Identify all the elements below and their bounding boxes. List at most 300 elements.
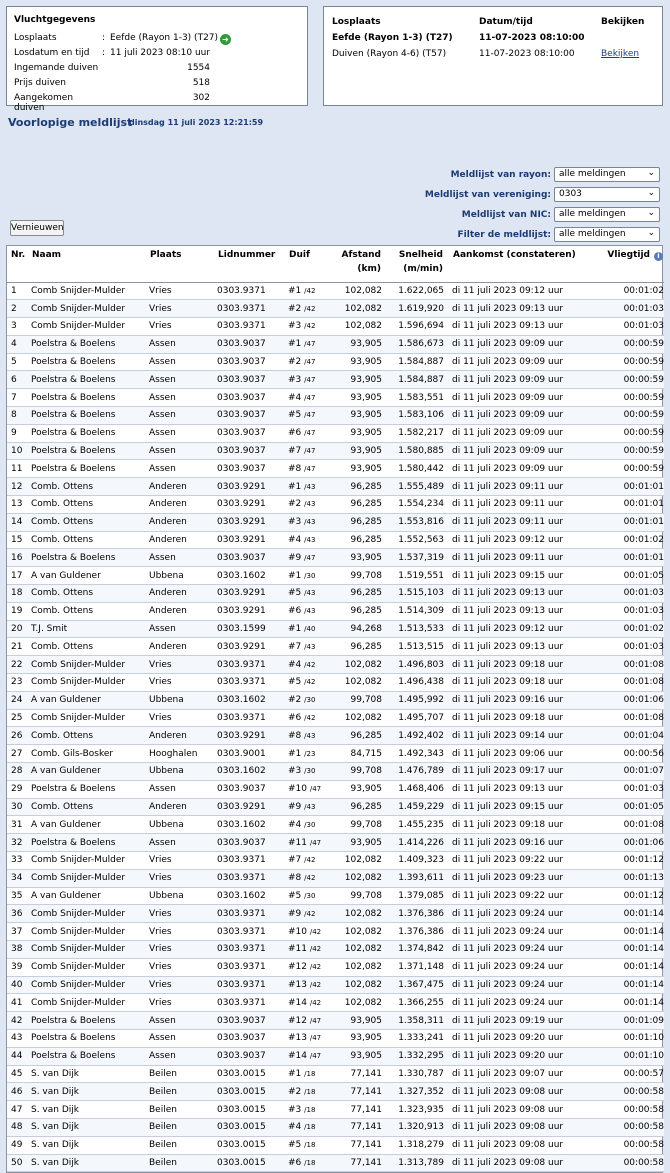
cell-aankomst: di 11 juli 2023 09:08 uur	[452, 1136, 598, 1154]
cell-nr: 14	[7, 513, 31, 531]
cell-lidnummer: 0303.9371	[217, 905, 288, 923]
cell-duif: #12 /47	[288, 1012, 326, 1030]
cell-nr: 17	[7, 567, 31, 585]
cell-afstand: 93,905	[326, 389, 382, 407]
cell-naam: Comb Snijder-Mulder	[31, 852, 149, 870]
cell-vliegtijd: 00:01:14	[598, 905, 664, 923]
chevron-down-icon: ⌄	[647, 208, 655, 218]
cell-aankomst: di 11 juli 2023 09:22 uur	[452, 852, 598, 870]
table-row	[7, 1065, 664, 1083]
info-label: Losplaats	[14, 33, 57, 43]
cell-nr: 32	[7, 834, 31, 852]
cell-spacer	[444, 745, 452, 763]
cell-duif: #10 /47	[288, 780, 326, 798]
cell-vliegtijd: 00:01:03	[598, 780, 664, 798]
cell-spacer	[444, 905, 452, 923]
table-row	[7, 549, 664, 567]
cell-aankomst: di 11 juli 2023 09:24 uur	[452, 958, 598, 976]
cell-naam: Poelstra & Boelens	[31, 1029, 149, 1047]
cell-nr: 28	[7, 763, 31, 781]
cell-plaats: Ubbena	[149, 887, 217, 905]
cell-afstand: 99,708	[326, 691, 382, 709]
cell-nr: 18	[7, 585, 31, 603]
cell-plaats: Beilen	[149, 1154, 217, 1172]
cell-aankomst: di 11 juli 2023 09:20 uur	[452, 1029, 598, 1047]
cell-snelheid: 1.476,789	[382, 763, 444, 781]
cell-lidnummer: 0303.9037	[217, 335, 288, 353]
cell-plaats: Anderen	[149, 478, 217, 496]
cell-spacer	[444, 798, 452, 816]
table-row	[7, 513, 664, 531]
cell-spacer	[444, 335, 452, 353]
cell-nr: 9	[7, 424, 31, 442]
cell-plaats: Anderen	[149, 638, 217, 656]
cell-aankomst: di 11 juli 2023 09:09 uur	[452, 371, 598, 389]
cell-aankomst: di 11 juli 2023 09:19 uur	[452, 1012, 598, 1030]
cell-duif: #5 /43	[288, 585, 326, 603]
cell-naam: S. van Dijk	[31, 1154, 149, 1172]
cell-spacer	[444, 1083, 452, 1101]
cell-spacer	[444, 674, 452, 692]
cell-lidnummer: 0303.9291	[217, 638, 288, 656]
cell-vliegtijd: 00:01:02	[598, 282, 664, 300]
cell-afstand: 96,285	[326, 531, 382, 549]
cell-spacer	[444, 780, 452, 798]
cell-duif: #3 /42	[288, 318, 326, 336]
cell-spacer	[444, 763, 452, 781]
cell-nr: 6	[7, 371, 31, 389]
cell-vliegtijd: 00:00:58	[598, 1136, 664, 1154]
cell-snelheid: 1.468,406	[382, 780, 444, 798]
cell-vliegtijd: 00:00:59	[598, 407, 664, 425]
cell-aankomst: di 11 juli 2023 09:11 uur	[452, 513, 598, 531]
cell-naam: Comb Snijder-Mulder	[31, 869, 149, 887]
cell-naam: Poelstra & Boelens	[31, 834, 149, 852]
cell-lidnummer: 0303.0015	[217, 1136, 288, 1154]
view-release-link[interactable]: Bekijken	[601, 49, 640, 59]
cell-spacer	[444, 389, 452, 407]
cell-afstand: 96,285	[326, 496, 382, 514]
cell-aankomst: di 11 juli 2023 09:16 uur	[452, 691, 598, 709]
cell-naam: Poelstra & Boelens	[31, 389, 149, 407]
cell-duif: #1 /42	[288, 282, 326, 300]
table-row	[7, 674, 664, 692]
col-header-aankomst: Aankomst (constateren)	[452, 246, 598, 282]
cell-vliegtijd: 00:01:14	[598, 976, 664, 994]
cell-aankomst: di 11 juli 2023 09:14 uur	[452, 727, 598, 745]
release-datetime: 11-07-2023 08:10:00	[479, 49, 575, 59]
filter-select-rayon[interactable]	[554, 167, 660, 182]
cell-naam: Comb. Ottens	[31, 478, 149, 496]
cell-vliegtijd: 00:01:08	[598, 656, 664, 674]
cell-lidnummer: 0303.9371	[217, 976, 288, 994]
cell-vliegtijd: 00:00:59	[598, 371, 664, 389]
flight-info-panel: Vluchtgegevens Losplaats : Eefde (Rayon 1-3) (T27) ➜ Losdatum en tijd : 11 juli 2023 08:10 uur Ingemande duiven 1554 Prijs duiven 518 Aangekomen duiven 302	[6, 6, 308, 106]
cell-aankomst: di 11 juli 2023 09:09 uur	[452, 424, 598, 442]
page-date: dinsdag 11 juli 2023 12:21:59	[129, 118, 264, 127]
cell-snelheid: 1.515,103	[382, 585, 444, 603]
cell-spacer	[444, 976, 452, 994]
table-row	[7, 496, 664, 514]
cell-afstand: 84,715	[326, 745, 382, 763]
cell-naam: S. van Dijk	[31, 1136, 149, 1154]
cell-lidnummer: 0303.9371	[217, 656, 288, 674]
cell-nr: 45	[7, 1065, 31, 1083]
cell-snelheid: 1.622,065	[382, 282, 444, 300]
cell-plaats: Anderen	[149, 585, 217, 603]
table-row	[7, 1012, 664, 1030]
cell-vliegtijd: 00:01:01	[598, 513, 664, 531]
cell-snelheid: 1.583,551	[382, 389, 444, 407]
cell-afstand: 93,905	[326, 424, 382, 442]
cell-spacer	[444, 887, 452, 905]
cell-vliegtijd: 00:00:56	[598, 745, 664, 763]
cell-snelheid: 1.313,789	[382, 1154, 444, 1172]
release-header-datetime: Datum/tijd	[479, 17, 533, 27]
table-row	[7, 1083, 664, 1101]
cell-vliegtijd: 00:01:03	[598, 638, 664, 656]
cell-plaats: Beilen	[149, 1136, 217, 1154]
table-row	[7, 709, 664, 727]
cell-snelheid: 1.496,803	[382, 656, 444, 674]
cell-vliegtijd: 00:00:58	[598, 1118, 664, 1136]
cell-lidnummer: 0303.9371	[217, 709, 288, 727]
table-row	[7, 353, 664, 371]
cell-spacer	[444, 1154, 452, 1172]
table-row	[7, 424, 664, 442]
info-value: 11 juli 2023 08:10 uur	[110, 48, 211, 58]
cell-naam: A van Guldener	[31, 691, 149, 709]
cell-spacer	[444, 282, 452, 300]
cell-lidnummer: 0303.9371	[217, 923, 288, 941]
cell-lidnummer: 0303.9371	[217, 282, 288, 300]
cell-vliegtijd: 00:01:08	[598, 709, 664, 727]
cell-snelheid: 1.409,323	[382, 852, 444, 870]
cell-nr: 4	[7, 335, 31, 353]
cell-naam: Comb. Ottens	[31, 585, 149, 603]
cell-naam: Comb Snijder-Mulder	[31, 940, 149, 958]
cell-afstand: 102,082	[326, 318, 382, 336]
cell-vliegtijd: 00:01:02	[598, 620, 664, 638]
cell-vliegtijd: 00:01:09	[598, 1012, 664, 1030]
cell-duif: #9 /43	[288, 798, 326, 816]
cell-aankomst: di 11 juli 2023 09:09 uur	[452, 335, 598, 353]
cell-afstand: 99,708	[326, 887, 382, 905]
cell-snelheid: 1.492,343	[382, 745, 444, 763]
cell-naam: Poelstra & Boelens	[31, 460, 149, 478]
cell-lidnummer: 0303.9037	[217, 834, 288, 852]
table-row	[7, 727, 664, 745]
cell-lidnummer: 0303.9371	[217, 958, 288, 976]
cell-snelheid: 1.586,673	[382, 335, 444, 353]
cell-duif: #8 /43	[288, 727, 326, 745]
cell-naam: Comb Snijder-Mulder	[31, 674, 149, 692]
cell-duif: #1 /23	[288, 745, 326, 763]
cell-afstand: 77,141	[326, 1118, 382, 1136]
cell-duif: #5 /18	[288, 1136, 326, 1154]
cell-vliegtijd: 00:01:14	[598, 940, 664, 958]
cell-duif: #11 /42	[288, 940, 326, 958]
cell-naam: Poelstra & Boelens	[31, 1012, 149, 1030]
cell-naam: Comb Snijder-Mulder	[31, 300, 149, 318]
cell-aankomst: di 11 juli 2023 09:06 uur	[452, 745, 598, 763]
cell-lidnummer: 0303.9371	[217, 300, 288, 318]
cell-lidnummer: 0303.9371	[217, 869, 288, 887]
cell-naam: Comb. Ottens	[31, 531, 149, 549]
cell-lidnummer: 0303.9037	[217, 1047, 288, 1065]
cell-afstand: 102,082	[326, 674, 382, 692]
cell-vliegtijd: 00:01:08	[598, 816, 664, 834]
cell-naam: Comb. Ottens	[31, 798, 149, 816]
cell-lidnummer: 0303.0015	[217, 1118, 288, 1136]
cell-spacer	[444, 923, 452, 941]
table-row	[7, 994, 664, 1012]
cell-snelheid: 1.320,913	[382, 1118, 444, 1136]
cell-vliegtijd: 00:01:05	[598, 798, 664, 816]
table-row	[7, 585, 664, 603]
cell-vliegtijd: 00:01:03	[598, 318, 664, 336]
cell-duif: #7 /47	[288, 442, 326, 460]
cell-vliegtijd: 00:01:08	[598, 674, 664, 692]
release-locations-panel	[323, 6, 663, 106]
cell-afstand: 77,141	[326, 1065, 382, 1083]
cell-spacer	[444, 709, 452, 727]
cell-aankomst: di 11 juli 2023 09:13 uur	[452, 638, 598, 656]
table-row	[7, 763, 664, 781]
cell-naam: Comb. Ottens	[31, 496, 149, 514]
cell-lidnummer: 0303.9291	[217, 513, 288, 531]
cell-duif: #2 /42	[288, 300, 326, 318]
cell-naam: Poelstra & Boelens	[31, 424, 149, 442]
cell-plaats: Assen	[149, 549, 217, 567]
cell-duif: #1 /18	[288, 1065, 326, 1083]
cell-plaats: Vries	[149, 282, 217, 300]
cell-spacer	[444, 958, 452, 976]
cell-duif: #12 /42	[288, 958, 326, 976]
table-row	[7, 887, 664, 905]
col-header-naam: Naam	[31, 246, 149, 282]
cell-lidnummer: 0303.9037	[217, 424, 288, 442]
cell-duif: #3 /47	[288, 371, 326, 389]
cell-snelheid: 1.555,489	[382, 478, 444, 496]
cell-nr: 22	[7, 656, 31, 674]
cell-aankomst: di 11 juli 2023 09:16 uur	[452, 834, 598, 852]
cell-naam: Comb Snijder-Mulder	[31, 923, 149, 941]
cell-naam: Comb. Ottens	[31, 602, 149, 620]
col-header-nr: Nr.	[7, 246, 31, 282]
cell-lidnummer: 0303.9037	[217, 780, 288, 798]
cell-aankomst: di 11 juli 2023 09:08 uur	[452, 1083, 598, 1101]
table-row	[7, 335, 664, 353]
cell-aankomst: di 11 juli 2023 09:22 uur	[452, 887, 598, 905]
cell-spacer	[444, 1012, 452, 1030]
cell-spacer	[444, 567, 452, 585]
cell-snelheid: 1.619,920	[382, 300, 444, 318]
cell-nr: 16	[7, 549, 31, 567]
cell-plaats: Ubbena	[149, 567, 217, 585]
cell-afstand: 102,082	[326, 958, 382, 976]
cell-spacer	[444, 620, 452, 638]
cell-snelheid: 1.495,707	[382, 709, 444, 727]
cell-afstand: 93,905	[326, 442, 382, 460]
col-header-afstand: Afstand (km)	[326, 246, 382, 282]
table-row	[7, 1154, 664, 1172]
cell-aankomst: di 11 juli 2023 09:12 uur	[452, 282, 598, 300]
cell-naam: Poelstra & Boelens	[31, 407, 149, 425]
cell-nr: 26	[7, 727, 31, 745]
cell-lidnummer: 0303.9371	[217, 318, 288, 336]
cell-afstand: 102,082	[326, 300, 382, 318]
cell-snelheid: 1.374,842	[382, 940, 444, 958]
cell-afstand: 93,905	[326, 407, 382, 425]
cell-aankomst: di 11 juli 2023 09:09 uur	[452, 460, 598, 478]
cell-plaats: Anderen	[149, 531, 217, 549]
refresh-button[interactable]: Vernieuwen	[10, 220, 64, 236]
cell-plaats: Assen	[149, 335, 217, 353]
cell-lidnummer: 0303.0015	[217, 1101, 288, 1119]
cell-aankomst: di 11 juli 2023 09:09 uur	[452, 442, 598, 460]
cell-plaats: Ubbena	[149, 816, 217, 834]
cell-aankomst: di 11 juli 2023 09:09 uur	[452, 353, 598, 371]
cell-snelheid: 1.513,533	[382, 620, 444, 638]
cell-lidnummer: 0303.9037	[217, 371, 288, 389]
cell-nr: 13	[7, 496, 31, 514]
table-row	[7, 442, 664, 460]
cell-afstand: 96,285	[326, 585, 382, 603]
cell-plaats: Assen	[149, 389, 217, 407]
cell-vliegtijd: 00:00:59	[598, 353, 664, 371]
cell-duif: #6 /43	[288, 602, 326, 620]
cell-vliegtijd: 00:00:59	[598, 442, 664, 460]
cell-aankomst: di 11 juli 2023 09:09 uur	[452, 389, 598, 407]
cell-lidnummer: 0303.1602	[217, 763, 288, 781]
table-row	[7, 1101, 664, 1119]
cell-afstand: 93,905	[326, 1012, 382, 1030]
info-label: Ingemande duiven	[14, 63, 99, 73]
table-row	[7, 531, 664, 549]
cell-duif: #6 /47	[288, 424, 326, 442]
cell-naam: Comb Snijder-Mulder	[31, 994, 149, 1012]
cell-naam: Comb Snijder-Mulder	[31, 905, 149, 923]
cell-naam: A van Guldener	[31, 887, 149, 905]
filter-select-meldlijst[interactable]	[554, 227, 660, 242]
cell-snelheid: 1.371,148	[382, 958, 444, 976]
cell-lidnummer: 0303.9371	[217, 994, 288, 1012]
cell-aankomst: di 11 juli 2023 09:08 uur	[452, 1118, 598, 1136]
cell-afstand: 96,285	[326, 513, 382, 531]
cell-spacer	[444, 424, 452, 442]
table-row	[7, 923, 664, 941]
cell-spacer	[444, 1101, 452, 1119]
cell-nr: 29	[7, 780, 31, 798]
cell-snelheid: 1.333,241	[382, 1029, 444, 1047]
cell-snelheid: 1.379,085	[382, 887, 444, 905]
cell-nr: 3	[7, 318, 31, 336]
cell-snelheid: 1.376,386	[382, 923, 444, 941]
cell-vliegtijd: 00:00:59	[598, 335, 664, 353]
cell-aankomst: di 11 juli 2023 09:12 uur	[452, 620, 598, 638]
table-row	[7, 691, 664, 709]
go-arrow-icon[interactable]: ➜	[220, 34, 231, 45]
filter-label-nic: Meldlijst van NIC:	[461, 210, 551, 220]
cell-aankomst: di 11 juli 2023 09:20 uur	[452, 1047, 598, 1065]
cell-naam: S. van Dijk	[31, 1118, 149, 1136]
cell-naam: Poelstra & Boelens	[31, 549, 149, 567]
cell-afstand: 77,141	[326, 1083, 382, 1101]
cell-plaats: Hooghalen	[149, 745, 217, 763]
table-row	[7, 976, 664, 994]
cell-vliegtijd: 00:00:58	[598, 1154, 664, 1172]
cell-duif: #2 /18	[288, 1083, 326, 1101]
cell-duif: #3 /18	[288, 1101, 326, 1119]
cell-plaats: Vries	[149, 300, 217, 318]
cell-nr: 8	[7, 407, 31, 425]
cell-spacer	[444, 1047, 452, 1065]
cell-duif: #4 /18	[288, 1118, 326, 1136]
cell-naam: Poelstra & Boelens	[31, 353, 149, 371]
cell-afstand: 102,082	[326, 976, 382, 994]
cell-aankomst: di 11 juli 2023 09:24 uur	[452, 940, 598, 958]
cell-aankomst: di 11 juli 2023 09:08 uur	[452, 1154, 598, 1172]
cell-snelheid: 1.519,551	[382, 567, 444, 585]
cell-plaats: Assen	[149, 1047, 217, 1065]
cell-nr: 10	[7, 442, 31, 460]
cell-plaats: Vries	[149, 318, 217, 336]
cell-afstand: 93,905	[326, 1047, 382, 1065]
cell-snelheid: 1.366,255	[382, 994, 444, 1012]
filter-label-meldlijst: Filter de meldlijst:	[457, 230, 551, 240]
info-icon[interactable]: i	[654, 252, 663, 261]
cell-snelheid: 1.554,234	[382, 496, 444, 514]
cell-snelheid: 1.584,887	[382, 371, 444, 389]
cell-naam: Comb. Ottens	[31, 513, 149, 531]
cell-lidnummer: 0303.1602	[217, 816, 288, 834]
cell-spacer	[444, 602, 452, 620]
cell-snelheid: 1.376,386	[382, 905, 444, 923]
cell-nr: 1	[7, 282, 31, 300]
cell-nr: 19	[7, 602, 31, 620]
cell-plaats: Ubbena	[149, 763, 217, 781]
cell-nr: 33	[7, 852, 31, 870]
cell-duif: #11 /47	[288, 834, 326, 852]
cell-plaats: Vries	[149, 923, 217, 941]
cell-afstand: 99,708	[326, 816, 382, 834]
cell-plaats: Assen	[149, 424, 217, 442]
cell-nr: 40	[7, 976, 31, 994]
cell-spacer	[444, 460, 452, 478]
cell-snelheid: 1.495,992	[382, 691, 444, 709]
cell-spacer	[444, 1136, 452, 1154]
cell-aankomst: di 11 juli 2023 09:13 uur	[452, 780, 598, 798]
cell-vliegtijd: 00:01:14	[598, 994, 664, 1012]
cell-lidnummer: 0303.0015	[217, 1154, 288, 1172]
table-row	[7, 816, 664, 834]
filter-select-vereniging[interactable]	[554, 187, 660, 202]
cell-naam: T.J. Smit	[31, 620, 149, 638]
cell-snelheid: 1.323,935	[382, 1101, 444, 1119]
cell-spacer	[444, 442, 452, 460]
cell-nr: 11	[7, 460, 31, 478]
cell-aankomst: di 11 juli 2023 09:18 uur	[452, 816, 598, 834]
filter-select-nic[interactable]	[554, 207, 660, 222]
info-label: Prijs duiven	[14, 78, 67, 88]
cell-vliegtijd: 00:01:06	[598, 834, 664, 852]
cell-snelheid: 1.584,887	[382, 353, 444, 371]
filter-value: alle meldingen	[559, 229, 626, 239]
cell-vliegtijd: 00:01:14	[598, 958, 664, 976]
cell-spacer	[444, 691, 452, 709]
cell-vliegtijd: 00:01:06	[598, 691, 664, 709]
